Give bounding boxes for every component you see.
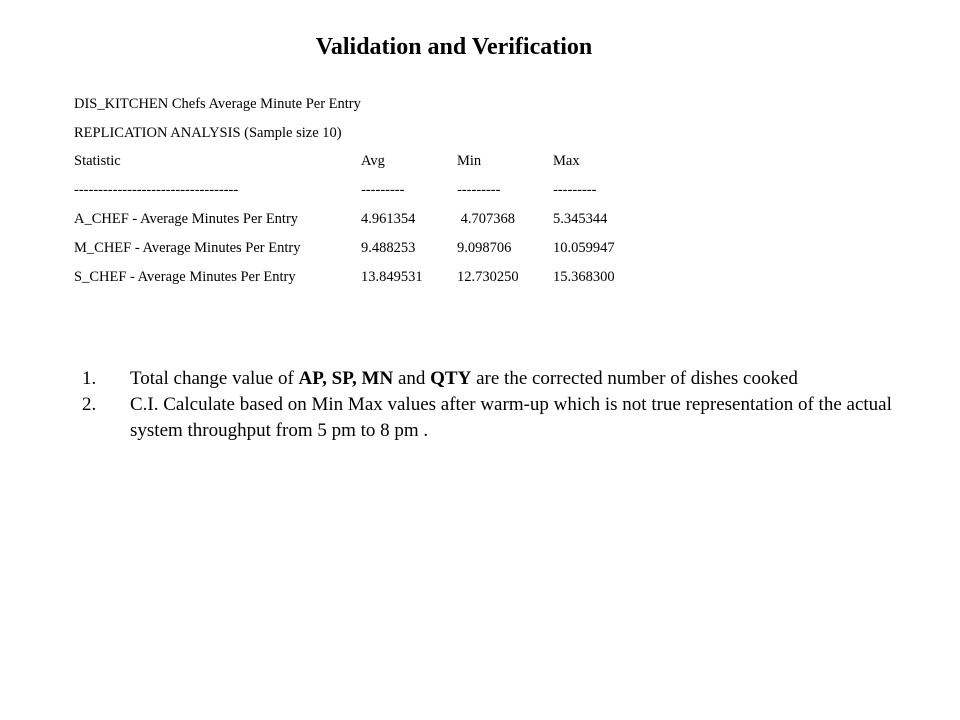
note-text-part: are the corrected number of dishes cooked [471,368,798,389]
list-item [82,392,892,444]
note-text [130,366,892,392]
row-max: 5.345344 [553,211,608,227]
row-statistic: A_CHEF - Average Minutes Per Entry [74,211,299,227]
report-subheading: REPLICATION ANALYSIS (Sample size 10) [74,125,342,141]
separator: --------- [361,182,405,198]
row-statistic: M_CHEF - Average Minutes Per Entry [74,240,301,256]
note-bold-terms: AP, SP, MN [298,368,394,389]
report-heading: DIS_KITCHEN Chefs Average Minute Per Entry [74,96,361,112]
column-header-statistic: Statistic [74,153,121,169]
column-header-max: Max [553,153,580,169]
row-max: 10.059947 [553,240,615,256]
row-min: 4.707368 [457,211,515,227]
column-header-min: Min [457,153,482,169]
separator: --------- [553,182,597,198]
list-number: 2. [82,394,97,415]
row-max: 15.368300 [553,269,615,285]
column-header-avg: Avg [361,153,385,169]
notes-list [82,366,892,444]
separator: ---------------------------------- [74,182,239,198]
row-avg: 9.488253 [361,240,416,256]
list-number: 1. [82,368,97,389]
page-title: Validation and Verification [315,34,593,60]
list-item [82,366,892,392]
note-text: C.I. Calculate based on Min Max values after warm-up which is not true representation of the actual system throughput from 5 pm to 8 pm . [130,394,892,441]
row-avg: 13.849531 [361,269,423,285]
row-statistic: S_CHEF - Average Minutes Per Entry [74,269,296,285]
separator: --------- [457,182,501,198]
note-text-part: and [393,368,431,389]
row-min: 9.098706 [457,240,512,256]
note-text-part: Total change value of [130,368,299,389]
row-avg: 4.961354 [361,211,416,227]
row-min: 12.730250 [457,269,519,285]
note-bold-term: QTY [430,368,472,389]
